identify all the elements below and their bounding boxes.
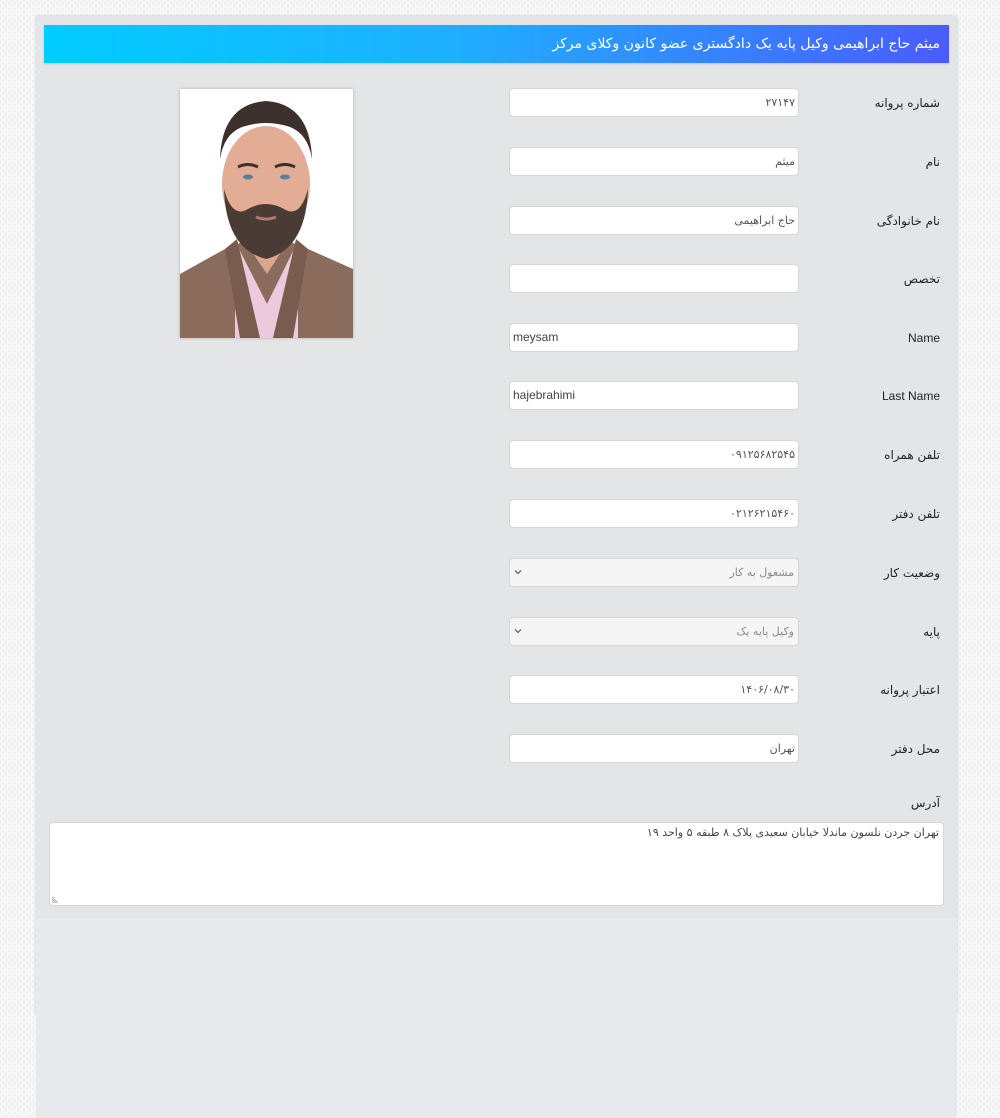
form-row-license-number (36, 88, 957, 118)
specialty-label: تخصص (903, 272, 940, 286)
form-row-last-name-en (36, 381, 957, 411)
form-row-office-phone (36, 499, 957, 529)
address-textarea[interactable] (49, 822, 944, 906)
grade-label: پایه (923, 625, 940, 639)
grade-value: وکیل پایه یک (736, 625, 794, 638)
chevron-down-icon (514, 568, 522, 576)
name-en-input[interactable]: meysam (509, 323, 799, 352)
grade-select[interactable] (509, 617, 799, 646)
work-status-label: وضعیت کار (883, 566, 940, 580)
office-location-label: محل دفتر (891, 742, 940, 756)
form-row-first-name (36, 147, 957, 177)
last-name-input[interactable]: حاج ابراهیمی (509, 206, 799, 235)
mobile-phone-label: تلفن همراه (884, 448, 940, 462)
office-phone-label: تلفن دفتر (892, 507, 940, 521)
resize-handle-icon[interactable] (51, 896, 59, 904)
address-label: آدرس (910, 796, 940, 810)
license-validity-input[interactable]: ۱۴۰۶/۰۸/۳۰ (509, 675, 799, 704)
office-location-input[interactable]: تهران (509, 734, 799, 763)
last-name-label: نام خانوادگی (876, 214, 940, 228)
address-value: تهران جردن نلسون ماندلا خیابان سعیدی پلاک ۸ طبقه ۵ واحد ۱۹ (646, 826, 939, 839)
profile-panel (36, 16, 957, 1016)
last-name-en-label: Last Name (881, 389, 940, 403)
work-status-select[interactable] (509, 558, 799, 587)
license-validity-label: اعتبار پروانه (880, 683, 940, 697)
form-row-office-location (36, 734, 957, 764)
name-en-label: Name (907, 331, 940, 345)
specialty-input[interactable] (509, 264, 799, 293)
first-name-label: نام (925, 155, 940, 169)
form-row-work-status (36, 558, 957, 588)
panel-footer-area (36, 918, 957, 1118)
first-name-input[interactable]: میثم (509, 147, 799, 176)
form-row-name-en (36, 323, 957, 353)
form-row-last-name (36, 206, 957, 236)
form-row-mobile-phone (36, 440, 957, 470)
mobile-phone-input[interactable]: ۰۹۱۲۵۶۸۲۵۴۵ (509, 440, 799, 469)
page-title-bar (44, 25, 949, 63)
work-status-value: مشغول به کار (729, 566, 794, 579)
form-row-license-validity (36, 675, 957, 705)
page-title: میثم حاج ابراهیمی وکیل پایه یک دادگستری عضو کانون وکلای مرکز (552, 36, 940, 52)
office-phone-input[interactable]: ۰۲۱۲۶۲۱۵۴۶۰ (509, 499, 799, 528)
license-number-input[interactable]: ۲۷۱۴۷ (509, 88, 799, 117)
chevron-down-icon (514, 627, 522, 635)
license-number-label: شماره پروانه (874, 96, 940, 110)
form-row-specialty (36, 264, 957, 294)
form-row-grade (36, 617, 957, 647)
last-name-en-input[interactable]: hajebrahimi (509, 381, 799, 410)
